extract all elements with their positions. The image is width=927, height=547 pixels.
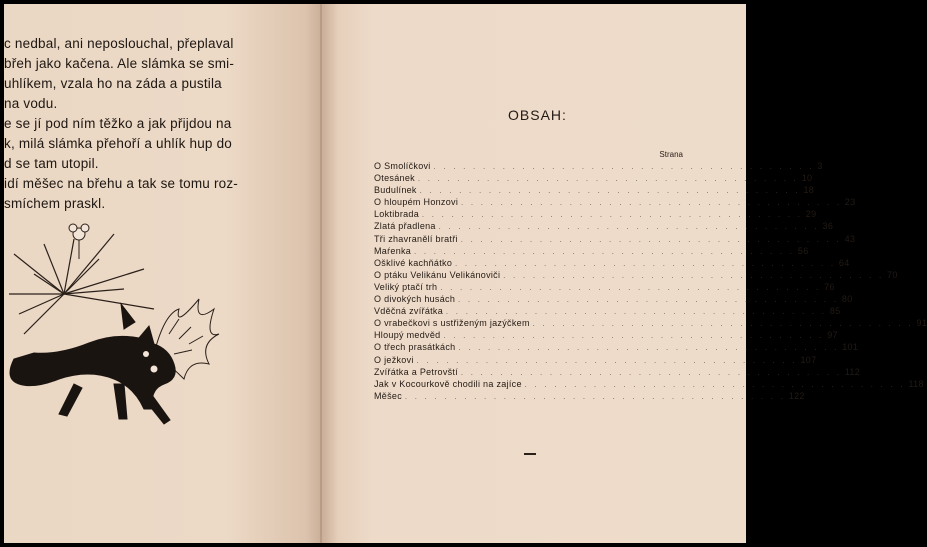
right-page xyxy=(322,4,927,543)
toc-entry-title: Vděčná zvířátka xyxy=(374,306,444,317)
toc-entry-page: 36 xyxy=(822,221,834,232)
story-line: k, milá slámka přehoří a uhlík hup do xyxy=(4,136,233,151)
toc-entry-page: 23 xyxy=(844,197,856,208)
toc-entry-page: 101 xyxy=(842,342,859,353)
toc-entry-title: O ptáku Velikánu Velikánoviči xyxy=(374,269,501,280)
toc-entry-page: 70 xyxy=(887,269,898,280)
toc-leader-dots: . . . . . . . . . . . . . . . . . . . . . . . . . . . . . . . . . . . . . . . xyxy=(458,345,840,353)
toc-entry xyxy=(374,233,856,245)
toc-entry-page: 80 xyxy=(841,294,853,305)
toc-entry-page: 56 xyxy=(797,245,809,256)
toc-leader-dots: . . . . . . . . . . . . . . . . . . . . . . . . . . . . . . . . . . . . . . . xyxy=(440,284,822,292)
story-line: na vodu. xyxy=(4,96,58,111)
toc-entry xyxy=(374,269,898,281)
story-line: smíchem praskl. xyxy=(4,196,106,211)
toc-entry xyxy=(374,220,834,232)
toc-entry-page: 18 xyxy=(803,185,815,196)
book-spread xyxy=(4,4,927,543)
toc-leader-dots: . . . . . . . . . . . . . . . . . . . . . . . . . . . . . . . . . . . . . . . xyxy=(503,272,885,280)
toc-entry-title: Jak v Kocourkově chodili na zajíce xyxy=(374,378,522,389)
toc-leader-dots: . . . . . . . . . . . . . . . . . . . . . . . . . . . . . . . . . . . . . . . xyxy=(532,321,914,329)
toc-entry-page: 64 xyxy=(838,257,850,268)
toc-entry-page: 85 xyxy=(829,306,841,317)
toc-entry-title: Zlatá přadlena xyxy=(374,221,436,232)
cat-and-burst-icon xyxy=(4,214,234,454)
toc-entry xyxy=(374,341,859,353)
toc-leader-dots: . . . . . . . . . . . . . . . . . . . . . . . . . . . . . . . . . . . . . . . xyxy=(416,357,798,365)
toc-entry-page: 3 xyxy=(817,161,823,171)
toc-entry-page: 112 xyxy=(844,366,861,377)
toc-entry-page: 91 xyxy=(916,318,927,329)
toc-entry-page: 107 xyxy=(800,354,817,365)
toc-entry-page: 29 xyxy=(805,209,817,220)
toc-entry-page: 118 xyxy=(908,378,924,389)
toc-entry-page: 122 xyxy=(788,390,805,401)
toc-entry-title: O vrabečkovi s ustřiženým jazýčkem xyxy=(374,318,530,329)
toc-entry xyxy=(374,366,861,378)
story-line: e se jí pod ním těžko a jak přijdou na xyxy=(4,116,232,131)
toc-entry xyxy=(374,354,817,366)
toc-entry xyxy=(374,281,835,293)
toc-leader-dots: . . . . . . . . . . . . . . . . . . . . . . . . . . . . . . . . . . . . . . . xyxy=(446,309,827,317)
toc-entry-page: 43 xyxy=(844,233,856,244)
page-column-header: Strana xyxy=(659,150,683,159)
story-line: břeh jako kačena. Ale slámka se smi- xyxy=(4,56,235,71)
toc-entry-title: Zvířátka a Petrovští xyxy=(374,366,459,377)
toc-entry xyxy=(374,196,856,208)
toc-leader-dots: . . . . . . . . . . . . . . . . . . . . . . . . . . . . . . . . . . . . . . . xyxy=(419,188,801,196)
story-line: d se tam utopil. xyxy=(4,156,99,171)
toc-entry-page: 76 xyxy=(824,281,835,292)
table-of-contents xyxy=(374,160,927,402)
toc-entry-title: Budulínek xyxy=(374,185,417,196)
toc-leader-dots: . . . . . . . . . . . . . . . . . . . . . . . . . . . . . . . . . . . . . . . xyxy=(417,176,799,184)
story-line: uhlíkem, vzala ho na záda a pustila xyxy=(4,76,222,91)
toc-entry-title: O třech prasátkách xyxy=(374,342,456,353)
toc-leader-dots: . . . . . . . . . . . . . . . . . . . . . . . . . . . . . . . . . . . . . . . xyxy=(405,393,786,401)
toc-entry-title: Maŕenka xyxy=(374,245,412,256)
toc-entry xyxy=(374,184,815,196)
toc-title: OBSAH: xyxy=(508,107,567,123)
toc-entry-title: Tři zhavranělí bratři xyxy=(374,233,458,244)
toc-entry-title: Loktibrada xyxy=(374,209,420,220)
toc-entry-title: O hloupém Honzovi xyxy=(374,197,459,208)
toc-leader-dots: . . . . . . . . . . . . . . . . . . . . . . . . . . . . . . . . . . . . . . . xyxy=(524,381,906,389)
toc-leader-dots: . . . . . . . . . . . . . . . . . . . . . . . . . . . . . . . . . . . . . . . xyxy=(460,236,842,244)
left-page xyxy=(4,4,322,543)
toc-entry-title: O ježkovi xyxy=(374,354,414,365)
toc-leader-dots: . . . . . . . . . . . . . . . . . . . . . . . . . . . . . . . . . . . . . . . xyxy=(433,164,815,171)
toc-entry-title: Veliký ptačí trh xyxy=(374,281,438,292)
toc-entry-page: 10 xyxy=(801,173,813,184)
toc-entry xyxy=(374,257,850,269)
toc-entry xyxy=(374,317,927,329)
toc-entry-title: O divokých husách xyxy=(374,294,456,305)
toc-entry xyxy=(374,329,838,341)
toc-entry xyxy=(374,208,817,220)
toc-entry xyxy=(374,390,805,402)
toc-leader-dots: . . . . . . . . . . . . . . . . . . . . . . . . . . . . . . . . . . . . . . . xyxy=(461,200,842,208)
toc-entry-page: 97 xyxy=(827,330,838,341)
end-mark xyxy=(524,453,536,455)
story-line: idí měšec na břehu a tak se tomu roz- xyxy=(4,176,239,191)
toc-entry xyxy=(374,245,809,257)
toc-entry xyxy=(374,160,823,172)
toc-leader-dots: . . . . . . . . . . . . . . . . . . . . . . . . . . . . . . . . . . . . . . . xyxy=(438,224,820,232)
toc-leader-dots: . . . . . . . . . . . . . . . . . . . . . . . . . . . . . . . . . . . . . . . xyxy=(422,212,803,220)
toc-entry-title: Měšec xyxy=(374,390,403,401)
toc-leader-dots: . . . . . . . . . . . . . . . . . . . . . . . . . . . . . . . . . . . . . . . xyxy=(443,333,825,341)
toc-entry xyxy=(374,293,853,305)
toc-leader-dots: . . . . . . . . . . . . . . . . . . . . . . . . . . . . . . . . . . . . . . . xyxy=(455,260,836,268)
toc-leader-dots: . . . . . . . . . . . . . . . . . . . . . . . . . . . . . . . . . . . . . . . xyxy=(458,297,839,305)
toc-entry xyxy=(374,172,813,184)
story-text xyxy=(4,34,262,214)
toc-entry xyxy=(374,305,841,317)
toc-entry-title: O Smolíčkovi xyxy=(374,161,431,171)
toc-entry-title: Ošklivé kachňátko xyxy=(374,257,453,268)
toc-entry xyxy=(374,378,924,390)
toc-entry-title: Hloupý medvěd xyxy=(374,330,441,341)
toc-entry-title: Otesánek xyxy=(374,173,415,184)
toc-leader-dots: . . . . . . . . . . . . . . . . . . . . . . . . . . . . . . . . . . . . . . . xyxy=(461,369,842,377)
story-line: c nedbal, ani neposlouchal, přeplaval xyxy=(4,36,234,51)
toc-leader-dots: . . . . . . . . . . . . . . . . . . . . . . . . . . . . . . . . . . . . . . . xyxy=(414,248,795,256)
